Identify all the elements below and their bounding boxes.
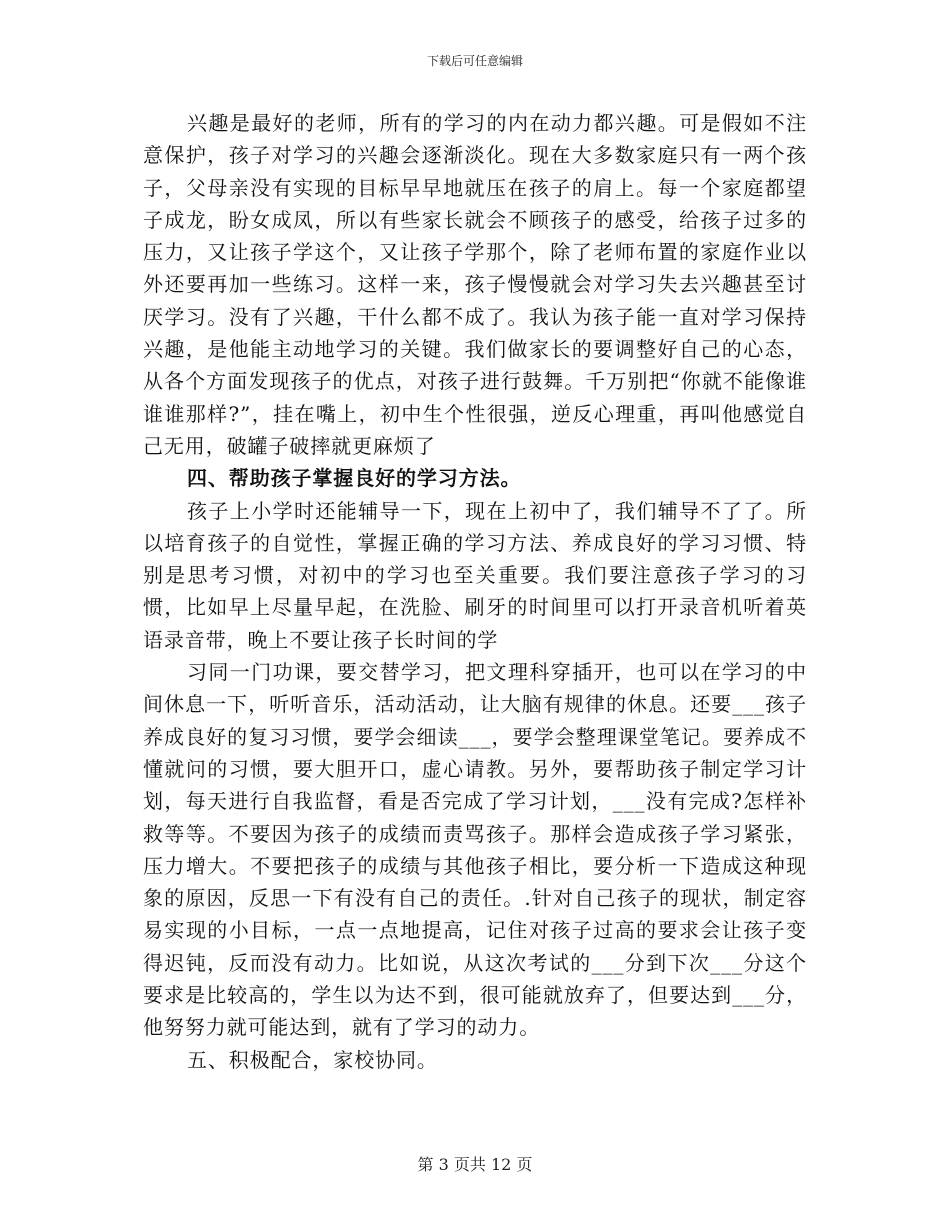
section-heading-study-methods: 四、帮助孩子掌握良好的学习方法。 <box>187 466 522 491</box>
page-number: 第 3 页共 12 页 <box>417 1155 533 1174</box>
paragraph-study-planning: 习同一门功课，要交替学习，把文理科穿插开，也可以在学习的中间休息一下，听听音乐，活动活动，让大脑有规律的休息。还要___孩子养成良好的复习习惯，要学会细读___，要学会整理课堂笔记。要养成不懂就问的习惯，要大胆开口，虚心请教。另外，要帮助孩子制定学习计划，每天进行自我监督，看是否完成了学习计划，___没有完成?怎样补救等等。不要因为孩子的成绩而责骂孩子。那样会造成孩子学习紧张，压力增大。不要把孩子的成绩与其他孩子相比，要分析一下造成这种现象的原因，反思一下有没有自己的责任。.针对自己孩子的现状，制定容易实现的小目标，一点一点地提高，记住对孩子过高的要求会让孩子变得迟钝，反而没有动力。比如说，从这次考试的___分到下次___分这个要求是比较高的，学生以为达不到，很可能就放弃了，但要达到___分，他努努力就可能达到，就有了学习的动力。 <box>143 660 807 1040</box>
paragraph-study-habits: 孩子上小学时还能辅导一下，现在上初中了，我们辅导不了了。所以培育孩子的自觉性，掌握正确的学习方法、养成良好的学习习惯、特别是思考习惯，对初中的学习也至关重要。我们要注意孩子学习的习惯，比如早上尽量早起，在洗脸、刷牙的时间里可以打开录音机听着英语录音带，晚上不要让孩子长时间的学 <box>143 498 807 652</box>
page-header-note: 下载后可任意编辑 <box>426 54 523 68</box>
paragraph-interest: 兴趣是最好的老师，所有的学习的内在动力都兴趣。可是假如不注意保护，孩子对学习的兴趣会逐渐淡化。现在大多数家庭只有一两个孩子，父母亲没有实现的目标早早地就压在孩子的肩上。每一个家庭都望子成龙，盼女成凤，所以有些家长就会不顾孩子的感受，给孩子过多的压力，又让孩子学这个，又让孩子学那个，除了老师布置的家庭作业以外还要再加一些练习。这样一来，孩子慢慢就会对学习失去兴趣甚至讨厌学习。没有了兴趣，干什么都不成了。我认为孩子能一直对学习保持兴趣，是他能主动地学习的关键。我们做家长的要调整好自己的心态，从各个方面发现孩子的优点，对孩子进行鼓舞。千万别把“你就不能像谁谁谁那样?”，挂在嘴上，初中生个性很强，逆反心理重，再叫他感觉自己无用，破罐子破摔就更麻烦了 <box>143 111 807 458</box>
section-heading-home-school: 五、积极配合，家校协同。 <box>187 1047 438 1072</box>
document-body <box>143 107 807 1076</box>
